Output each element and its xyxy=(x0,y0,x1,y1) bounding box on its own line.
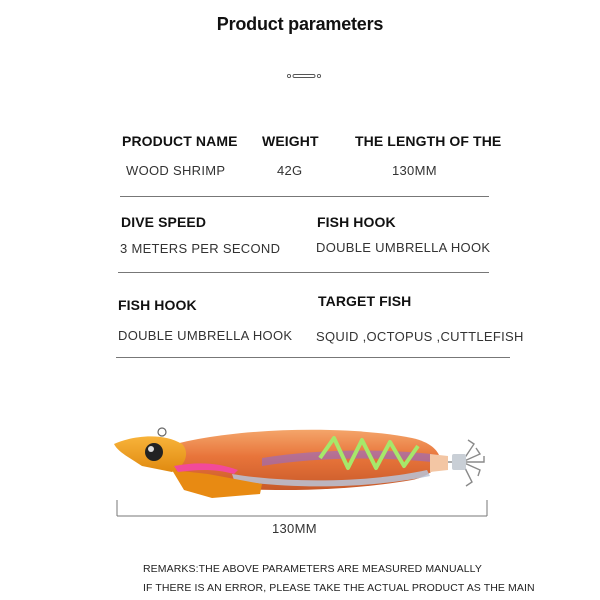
value-fish-hook-2: DOUBLE UMBRELLA HOOK xyxy=(118,328,293,343)
divider-ornament xyxy=(286,72,322,80)
value-weight: 42G xyxy=(277,163,303,178)
table-2-divider xyxy=(118,272,489,273)
header-length: THE LENGTH OF THE xyxy=(355,133,502,149)
remarks-line-1: REMARKS:THE ABOVE PARAMETERS ARE MEASURED MANUALLY xyxy=(143,563,482,575)
value-target-fish: SQUID ,OCTOPUS ,CUTTLEFISH xyxy=(316,329,524,344)
header-weight: WEIGHT xyxy=(262,133,319,149)
value-fish-hook: DOUBLE UMBRELLA HOOK xyxy=(316,240,491,255)
value-dive-speed: 3 METERS PER SECOND xyxy=(120,241,281,256)
dimension-label: 130MM xyxy=(272,521,317,536)
header-target-fish: TARGET FISH xyxy=(318,293,412,309)
value-length: 130MM xyxy=(392,163,437,178)
table-1-divider xyxy=(120,196,489,197)
value-product-name: WOOD SHRIMP xyxy=(126,163,226,178)
dimension-bracket xyxy=(116,500,488,520)
remarks-line-2: IF THERE IS AN ERROR, PLEASE TAKE THE ACTUAL PRODUCT AS THE MAIN xyxy=(143,582,535,594)
table-3-divider xyxy=(116,357,510,358)
page-title: Product parameters xyxy=(216,14,384,34)
header-product-name: PRODUCT NAME xyxy=(122,133,238,149)
header-fish-hook-2: FISH HOOK xyxy=(118,297,197,313)
header-dive-speed: DIVE SPEED xyxy=(121,214,207,230)
header-fish-hook: FISH HOOK xyxy=(317,214,396,230)
